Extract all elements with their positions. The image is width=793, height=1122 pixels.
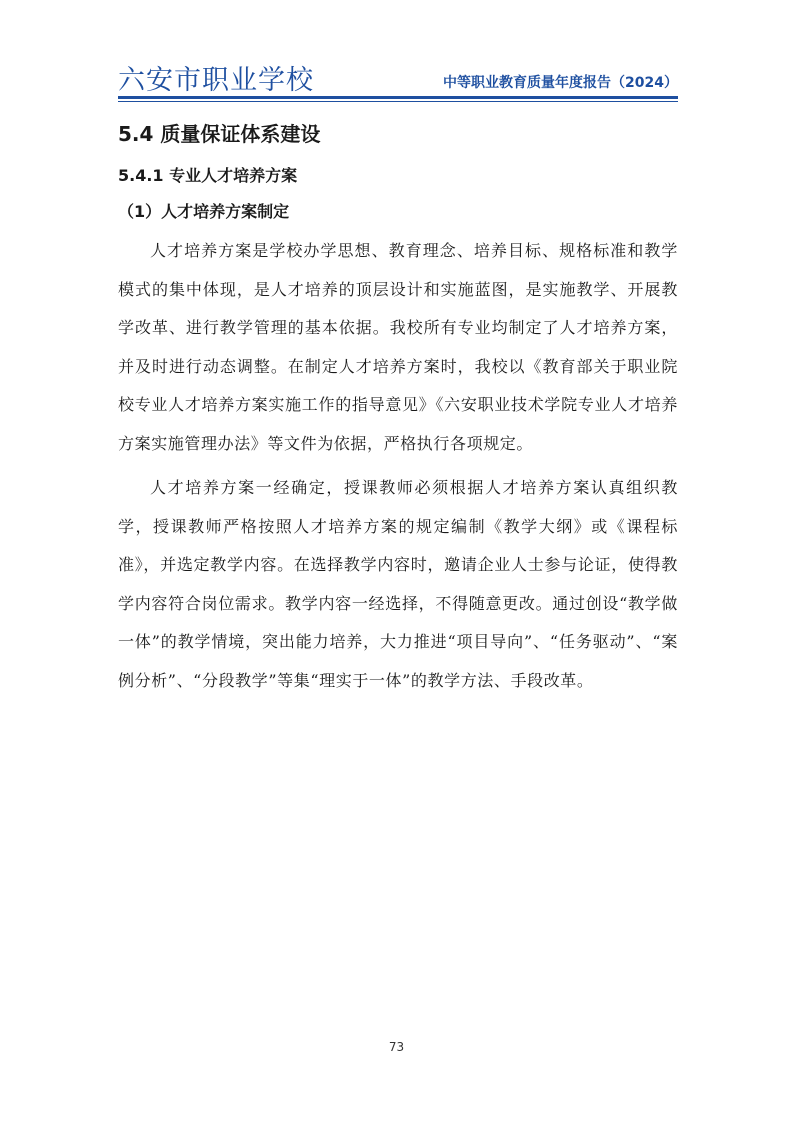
- paragraph-1: 人才培养方案是学校办学思想、教育理念、培养目标、规格标准和教学模式的集中体现，是人才培养的顶层设计和实施蓝图，是实施教学、开展教学改革、进行教学管理的基本依据。我校所有专业均制定了人才培养方案，并及时进行动态调整。在制定人才培养方案时，我校以《教育部关于职业院校专业人才培养方案实施工作的指导意见》《六安职业技术学院专业人才培养方案实施管理办法》等文件为依据，严格执行各项规定。: [118, 241, 678, 453]
- school-name: 六安市职业学校: [118, 65, 314, 96]
- page-content: [118, 118, 678, 706]
- section-title: 5.4 质量保证体系建设: [118, 122, 321, 146]
- header-rule-thick: [118, 96, 678, 99]
- header-rule-thin: [118, 101, 678, 102]
- report-title: 中等职业教育质量年度报告（2024）: [443, 75, 678, 91]
- paragraph-2: 人才培养方案一经确定，授课教师必须根据人才培养方案认真组织教学，授课教师严格按照人才培养方案的规定编制《教学大纲》或《课程标准》，并选定教学内容。在选择教学内容时，邀请企业人士参与论证，使得教学内容符合岗位需求。教学内容一经选择，不得随意更改。通过创设“教学做一体”的教学情境，突出能力培养，大力推进“项目导向”、“任务驱动”、“案例分析”、“分段教学”等集“理实于一体”的教学方法、手段改革。: [118, 478, 678, 690]
- subsection-title: 5.4.1 专业人才培养方案: [118, 166, 298, 185]
- page-header: [118, 52, 678, 96]
- page-number: 73: [388, 1040, 405, 1054]
- item-title: （1）人才培养方案制定: [118, 202, 290, 221]
